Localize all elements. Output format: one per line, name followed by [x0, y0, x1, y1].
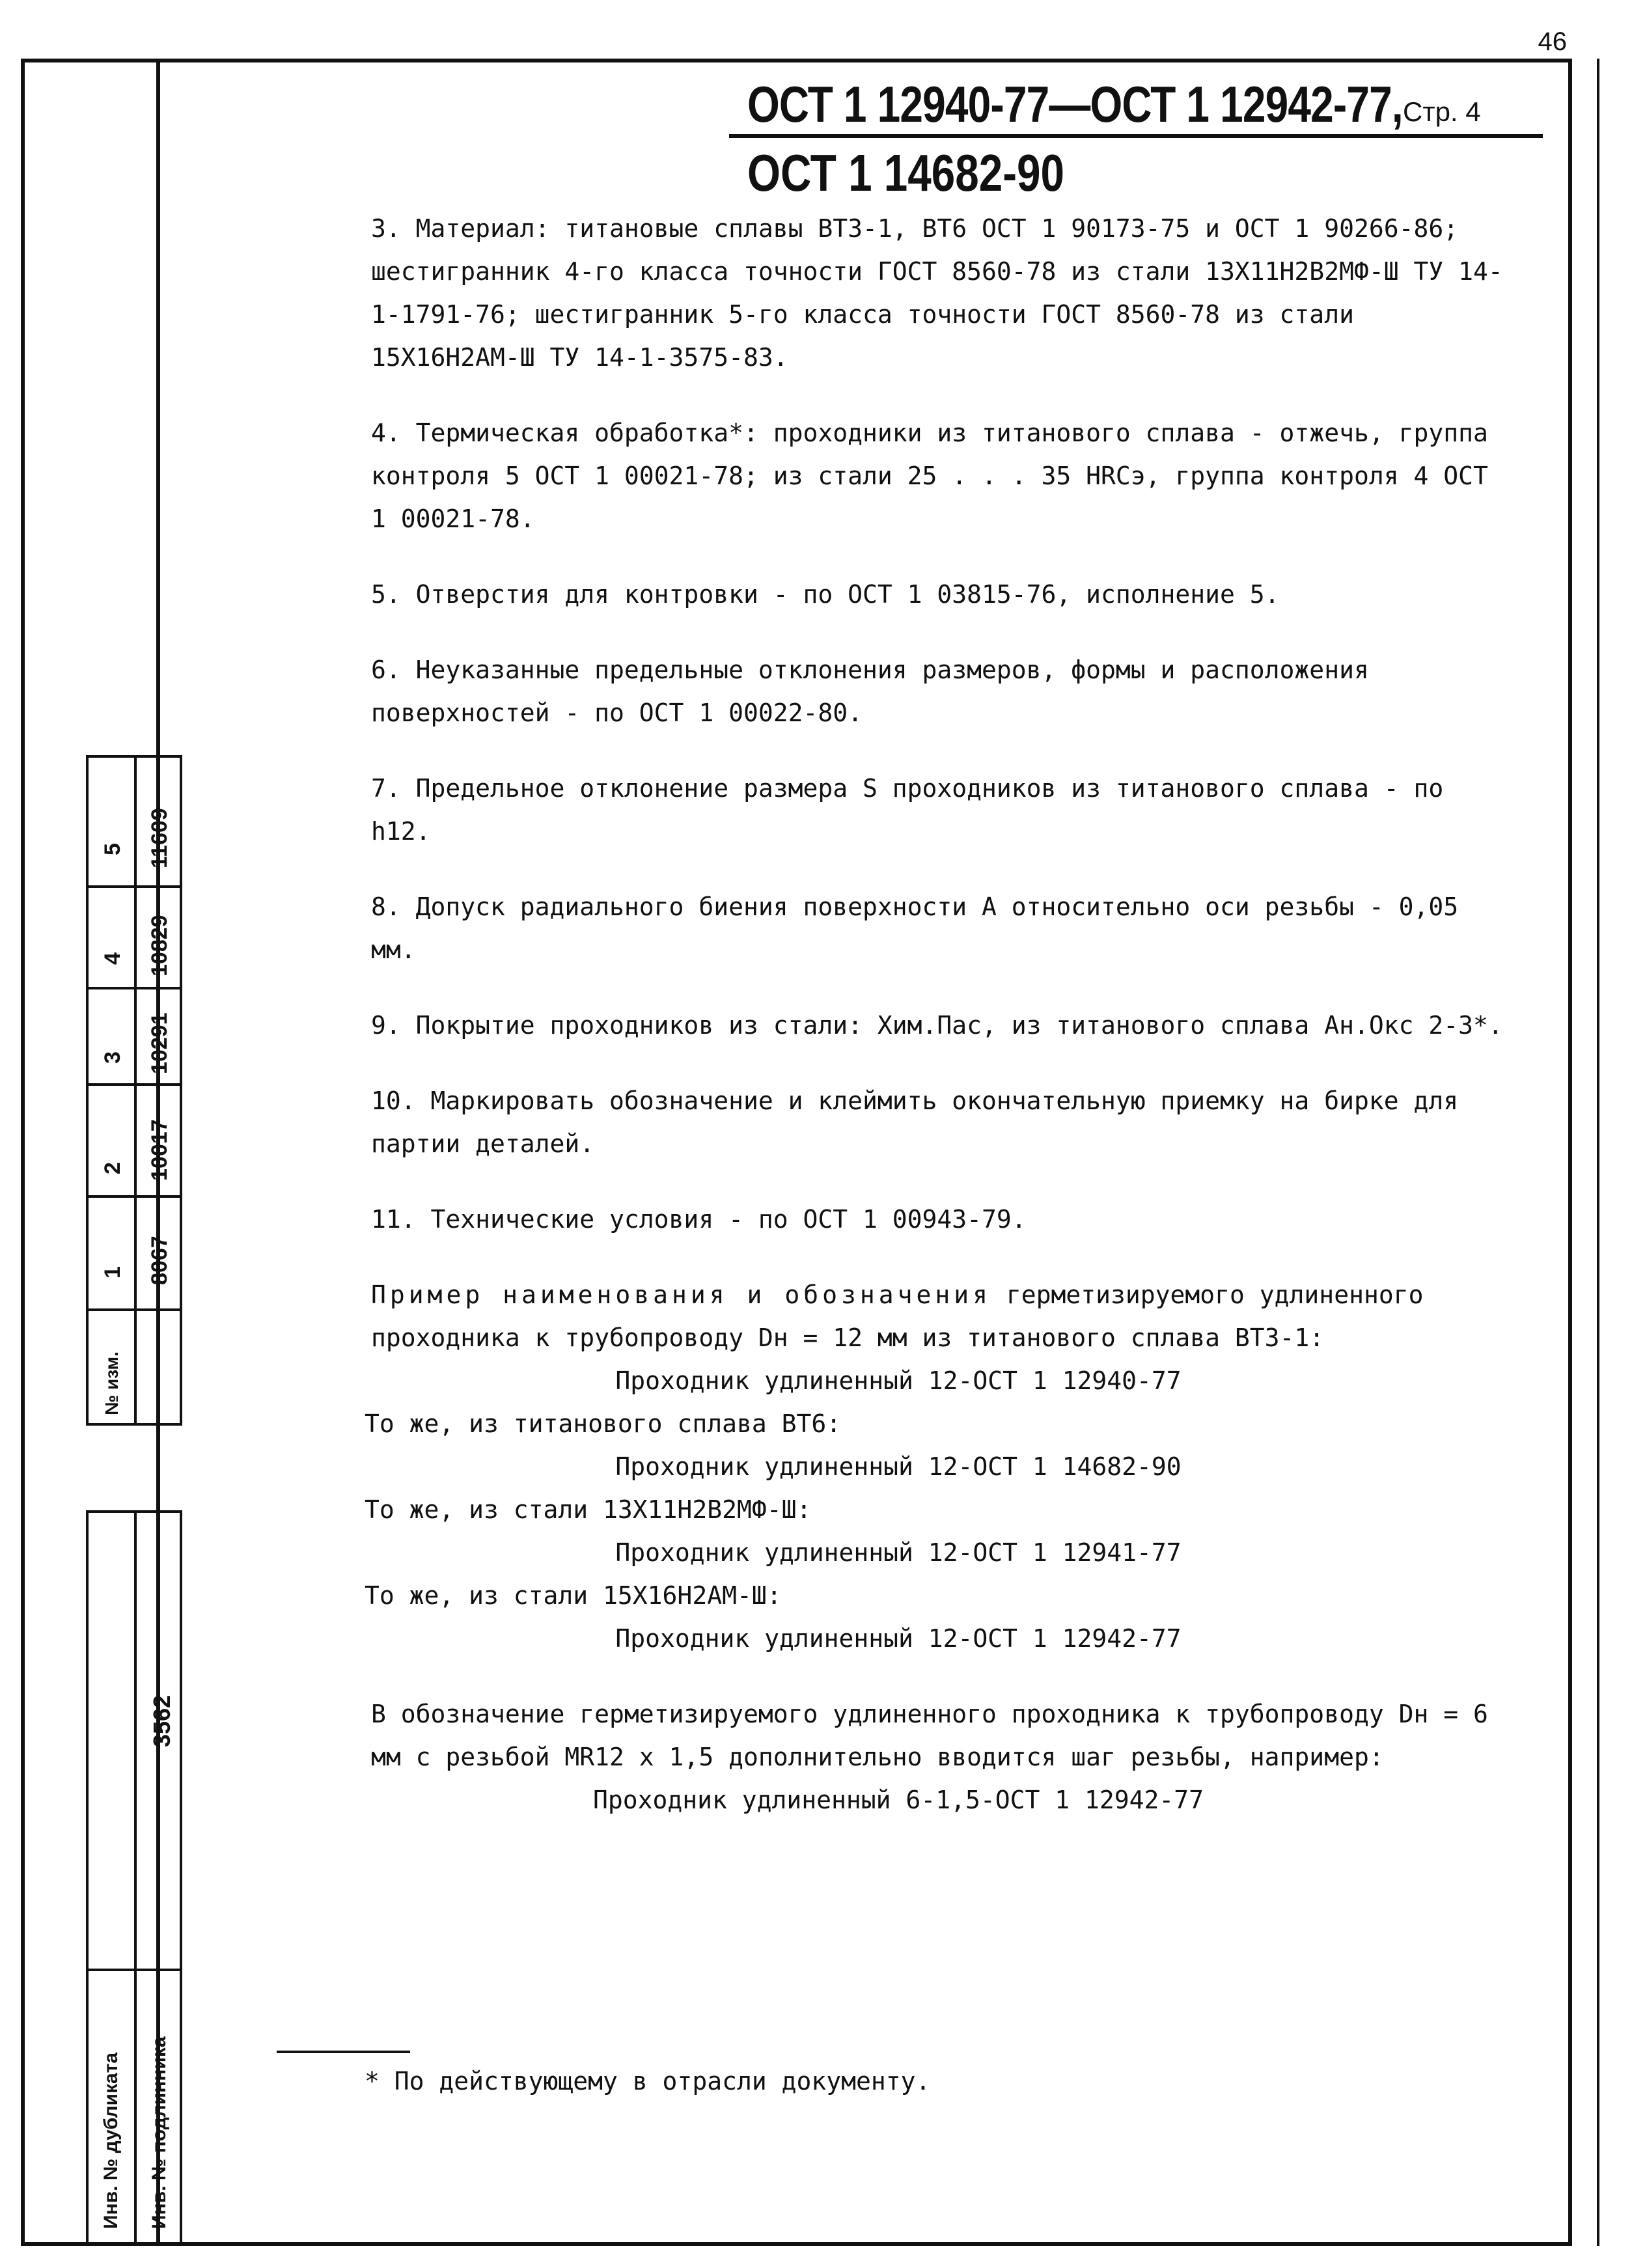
example-designation-1: Проходник удлиненный 12-ОСТ 1 12940-77	[615, 1366, 1182, 1395]
designation-example	[286, 1273, 1510, 1660]
paragraph-6: 6. Неуказанные предельные отклонения размеров, формы и расположения поверхностей - по ОСТ 1 00022-80.	[371, 656, 1369, 727]
paragraph-4: 4. Термическая обработка*: проходники из титанового сплава - отжечь, группа контроля 5 ОСТ 1 00021-78; из стали 25 . . . 35 HRCэ, группа контроля 4 ОСТ 1 00021-78.	[371, 419, 1488, 533]
change-1: 1	[100, 1266, 125, 1279]
example-intro-rest: герметизируемого удлиненного проходника к трубопроводу Dн = 12 мм из титанового сплава ВТ3-1:	[371, 1280, 1424, 1352]
paragraph-7: 7. Предельное отклонение размера S проходников из титанового сплава - по h12.	[371, 774, 1444, 846]
notice-5: 11609	[147, 808, 172, 868]
notice-3: 10291	[147, 1012, 172, 1074]
example-designation-3: Проходник удлиненный 12-ОСТ 1 12941-77	[615, 1538, 1182, 1567]
paragraph-9: 9. Покрытие проходников из стали: Хим.Пас, из титанового сплава Ан.Окс 2-3*.	[371, 1011, 1503, 1040]
changes-label: № изм.	[102, 1351, 122, 1415]
duplicate-label: Инв. № дубликата	[100, 2052, 122, 2229]
footnote: * По действующему в отрасли документу.	[365, 2067, 931, 2095]
document-code: ОСТ 1 12940-77—ОСТ 1 12942-77,	[747, 76, 1403, 133]
paragraph-3: 3. Материал: титановые сплавы ВТ3-1, ВТ6 ОСТ 1 90173-75 и ОСТ 1 90266-86; шестигранник 4-го класса точности ГОСТ 8560-78 из стали 13Х11Н2В2МФ-Ш ТУ 14-1-1791-76; шестигранник 5-го класса точности ГОСТ 8560-78 из стали 15Х16Н2АМ-Ш ТУ 14-1-3575-83.	[371, 214, 1503, 372]
change-2: 2	[100, 1162, 125, 1174]
header-rule	[729, 134, 1543, 138]
frame-right-line	[1597, 59, 1599, 2246]
document-code-2: ОСТ 1 14682-90	[747, 144, 1065, 202]
inventory-stamp	[86, 1510, 182, 2246]
original-number: 3562	[148, 1694, 175, 1747]
original-label: Инв. № подлинника	[148, 2036, 170, 2229]
page-label: Стр. 4	[1403, 96, 1481, 127]
example-designation-4: Проходник удлиненный 12-ОСТ 1 12942-77	[615, 1624, 1182, 1653]
paragraph-5: 5. Отверстия для контровки - по ОСТ 1 03815-76, исполнение 5.	[371, 580, 1280, 609]
change-3: 3	[100, 1051, 125, 1064]
notice-2: 10017	[147, 1119, 172, 1181]
change-stamp	[86, 755, 182, 1426]
notice-4: 10829	[147, 915, 172, 976]
thread-note: В обозначение герметизируемого удлиненного проходника к трубопроводу Dн = 6 мм с резьбой MR12 x 1,5 дополнительно вводится шаг резьбы, например: Проходник удлиненный 6-1,5-ОСТ 1 12942-77	[286, 1693, 1510, 1821]
paragraph-8: 8. Допуск радиального биения поверхности А относительно оси резьбы - 0,05 мм.	[371, 892, 1459, 964]
paragraph-11: 11. Технические условия - по ОСТ 1 00943-79.	[371, 1205, 1027, 1234]
technical-requirements	[286, 207, 1510, 1854]
example-then-3: То же, из стали 15Х16Н2АМ-Ш:	[365, 1581, 782, 1610]
example-designation-2: Проходник удлиненный 12-ОСТ 1 14682-90	[615, 1452, 1182, 1481]
page-number: 46	[1538, 27, 1567, 56]
paragraph-10: 10. Маркировать обозначение и клеймить окончательную приемку на бирке для партии деталей.	[371, 1086, 1459, 1158]
change-5: 5	[100, 843, 125, 855]
footnote-rule	[277, 2051, 410, 2053]
example-then-1: То же, из титанового сплава ВТ6:	[365, 1409, 842, 1438]
change-4: 4	[100, 952, 125, 965]
example-intro-spaced: Пример наименования и обозначения	[371, 1280, 991, 1309]
notice-1: 8067	[147, 1236, 172, 1285]
example-then-2: То же, из стали 13Х11Н2В2МФ-Ш:	[365, 1495, 812, 1524]
thread-note-example: Проходник удлиненный 6-1,5-ОСТ 1 12942-77	[593, 1786, 1204, 1814]
